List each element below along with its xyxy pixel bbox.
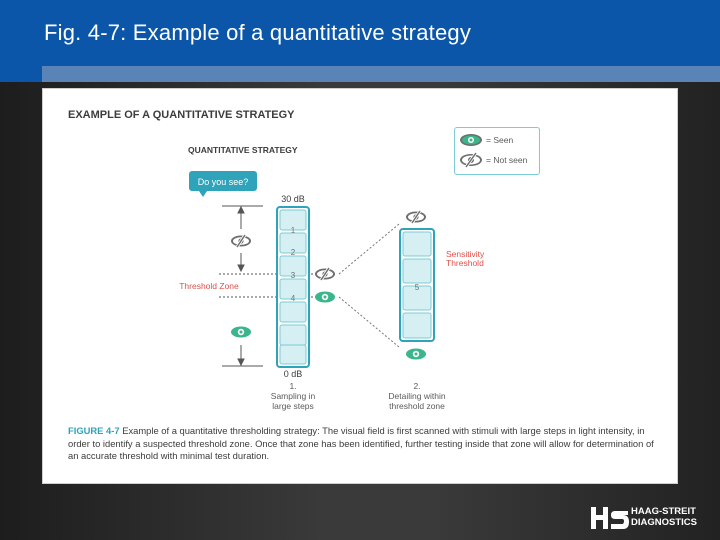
legend-label-seen: = Seen (486, 135, 514, 145)
logo-mark-icon (591, 507, 629, 529)
eye-open-icon (406, 349, 426, 360)
strategy-diagram (43, 89, 677, 419)
prompt-bubble-text: Do you see? (197, 177, 249, 187)
legend-label-not-seen: = Not seen (486, 155, 528, 165)
svg-text:threshold zone: threshold zone (389, 401, 445, 411)
eye-open-icon (315, 292, 335, 303)
column-1 (277, 207, 309, 367)
step-4: 4 (290, 294, 296, 303)
figure-heading: EXAMPLE OF A QUANTITATIVE STRATEGY (68, 109, 295, 121)
step-2: 2 (290, 248, 296, 257)
step-1: 1 (290, 226, 296, 235)
step-3: 3 (290, 271, 296, 280)
sensitivity-label-line2: Threshold (446, 258, 484, 268)
figure-caption (68, 425, 658, 463)
svg-text:1.: 1. (289, 381, 297, 391)
figure-card (42, 88, 678, 484)
eye-crossed-icon (315, 268, 335, 280)
figure-caption-text: Example of a quantitative thresholding strategy: The visual field is first scanned with stimuli with large steps in light intensity, in order to identify a suspected threshold zone. Once that zone has been identified, further testing inside that zone will allow for determination of an accurate threshold with minimal test duration. (68, 425, 654, 461)
prompt-bubble (189, 171, 257, 197)
column-1-caption (271, 381, 316, 411)
scale-top-label: 30 dB (281, 194, 305, 204)
eye-crossed-icon (406, 211, 426, 223)
svg-text:2.: 2. (413, 381, 421, 391)
logo-text (631, 507, 697, 528)
accent-strip (42, 66, 720, 82)
eye-crossed-icon (231, 235, 251, 247)
slide-title: Fig. 4-7: Example of a quantitative strategy (44, 20, 472, 45)
figure-number: FIGURE 4-7 (68, 425, 120, 436)
logo-line-2: DIAGNOSTICS (631, 516, 697, 528)
figure-subheading: QUANTITATIVE STRATEGY (188, 145, 298, 155)
threshold-zone-label: Threshold Zone (179, 281, 239, 291)
sensitivity-label-line1: Sensitivity (446, 249, 485, 259)
svg-text:large steps: large steps (272, 401, 314, 411)
logo-line-1: HAAG-STREIT (631, 506, 696, 517)
svg-text:Sampling in: Sampling in (270, 391, 316, 401)
eye-open-icon (231, 327, 251, 338)
scale-bottom-label: 0 dB (283, 369, 303, 379)
column-2 (400, 229, 434, 341)
step-5: 5 (414, 283, 420, 292)
column-2-caption (388, 381, 445, 411)
svg-text:Detailing within: Detailing within (388, 391, 446, 401)
